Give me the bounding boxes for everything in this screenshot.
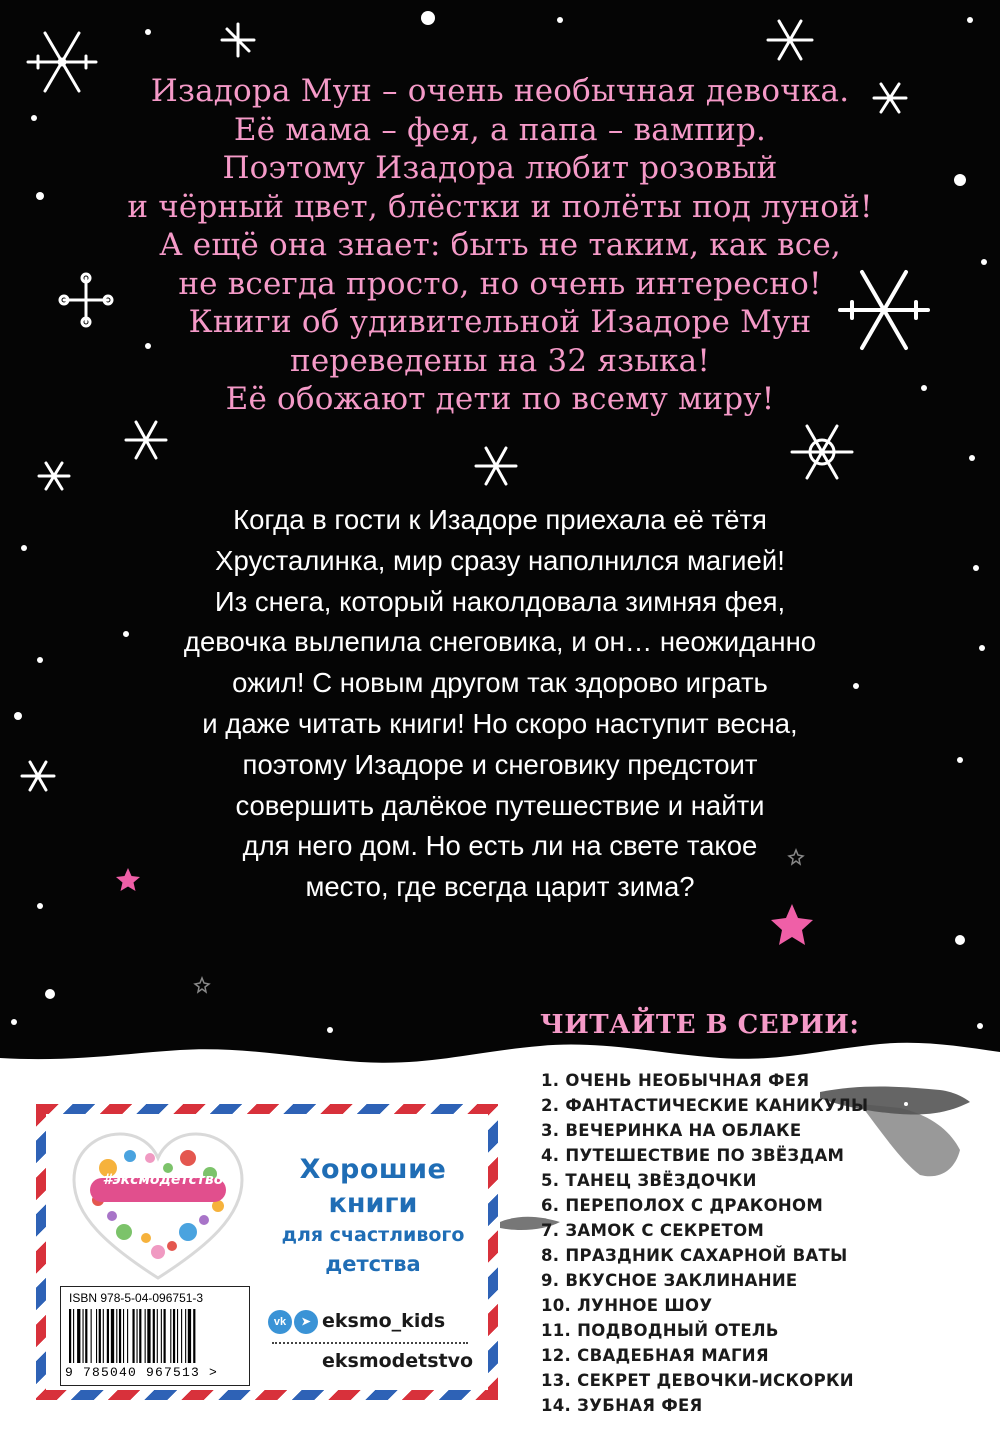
series-list: [541, 1068, 868, 1418]
barcode-digits: 9 785040 967513 >: [65, 1365, 219, 1380]
barcode-bar: [164, 1309, 166, 1363]
barcode-bar: [139, 1309, 141, 1363]
barcode-bar: [127, 1309, 128, 1363]
barcode-bar: [99, 1309, 101, 1363]
series-item: 14. ЗУБНАЯ ФЕЯ: [541, 1396, 703, 1415]
barcode-bar: [96, 1309, 97, 1363]
promo-line: детства: [325, 1252, 421, 1276]
telegram-icon-text: ➤: [301, 1316, 311, 1328]
series-title: ЧИТАЙТЕ В СЕРИИ:: [540, 1010, 860, 1040]
barcode-bar: [116, 1309, 117, 1363]
series-item: 1. ОЧЕНЬ НЕОБЫЧНАЯ ФЕЯ: [541, 1071, 810, 1090]
series-item: 10. ЛУННОЕ ШОУ: [541, 1296, 713, 1315]
telegram-icon[interactable]: [294, 1310, 318, 1334]
snow-smudge-side: [860, 1104, 960, 1176]
story-line: и даже читать книги! Но скоро наступит весна,: [202, 707, 798, 739]
barcode-bar: [85, 1309, 87, 1363]
series-item: 3. ВЕЧЕРИНКА НА ОБЛАКЕ: [541, 1121, 802, 1140]
divider: [272, 1342, 468, 1344]
blurb-line: Изадора Мун – очень необычная девочка.: [150, 73, 850, 109]
hashtag-label: #эксмодетство: [102, 1172, 224, 1188]
story-line: Из снега, который наколдовала зимняя фея,: [214, 585, 786, 617]
series-item: 4. ПУТЕШЕСТВИЕ ПО ЗВЁЗДАМ: [541, 1146, 845, 1165]
blurb-line: А ещё она знает: быть не таким, как все,: [159, 227, 841, 263]
isbn-number: ISBN 978-5-04-096751-3: [69, 1291, 204, 1305]
series-item: 6. ПЕРЕПОЛОХ С ДРАКОНОМ: [541, 1196, 824, 1215]
vk-icon[interactable]: [268, 1310, 292, 1334]
social-handle[interactable]: eksmo_kids: [322, 1310, 446, 1332]
barcode-bar: [188, 1309, 191, 1363]
series-item: 2. ФАНТАСТИЧЕСКИЕ КАНИКУЛЫ: [541, 1096, 869, 1115]
barcode-bar: [107, 1309, 109, 1363]
barcode-bar: [83, 1309, 84, 1363]
story-line: для него дом. Но есть ли на свете такое: [242, 830, 758, 862]
barcode-bar: [145, 1309, 146, 1363]
series-item: 12. СВАДЕБНАЯ МАГИЯ: [541, 1346, 769, 1365]
barcode-bar: [123, 1309, 124, 1363]
barcode-bar: [177, 1309, 178, 1363]
barcode-bar: [132, 1309, 134, 1363]
barcode-bar: [161, 1309, 162, 1363]
series-item: 11. ПОДВОДНЫЙ ОТЕЛЬ: [541, 1321, 779, 1340]
series-item: 9. ВКУСНОЕ ЗАКЛИНАНИЕ: [541, 1271, 798, 1290]
series-item: 5. ТАНЕЦ ЗВЁЗДОЧКИ: [541, 1171, 757, 1190]
promo-line: книги: [328, 1188, 418, 1219]
series-item: 7. ЗАМОК С СЕКРЕТОМ: [541, 1221, 765, 1240]
barcode-bar: [103, 1309, 104, 1363]
pink-blurb: [0, 72, 1000, 419]
barcode-bar: [170, 1309, 171, 1363]
isbn-box: [60, 1286, 250, 1386]
social-handle-2[interactable]: eksmodetstvo: [322, 1350, 474, 1372]
series-item: 8. ПРАЗДНИК САХАРНОЙ ВАТЫ: [541, 1246, 848, 1265]
series-item: 13. СЕКРЕТ ДЕВОЧКИ-ИСКОРКИ: [541, 1371, 854, 1390]
blurb-line: Книги об удивительной Изадоре Мун: [188, 304, 812, 340]
story-line: поэтому Изадоре и снеговику предстоит: [242, 748, 758, 780]
heart-badge: [68, 1128, 248, 1288]
story-line: место, где всегда царит зима?: [305, 871, 695, 903]
barcode-bar: [77, 1309, 80, 1363]
promo-line: для счастливого: [281, 1224, 465, 1246]
barcode-bar: [173, 1309, 175, 1363]
blurb-line: и чёрный цвет, блёстки и полёты под луной!: [127, 188, 873, 225]
blurb-line: Её обожают дети по всему миру!: [225, 381, 775, 417]
story-line: Хрусталинка, мир сразу наполнился магией!: [215, 544, 785, 576]
barcode-bar: [181, 1309, 182, 1363]
barcode-bar: [153, 1309, 155, 1363]
barcode-bar: [157, 1309, 158, 1363]
barcode-bar: [147, 1309, 150, 1363]
vk-icon-text: vk: [273, 1316, 287, 1328]
blurb-line: Поэтому Изадора любит розовый: [222, 150, 778, 186]
barcode: [69, 1309, 241, 1363]
barcode-bar: [185, 1309, 186, 1363]
barcode-bar: [69, 1309, 71, 1363]
barcode-bar: [73, 1309, 74, 1363]
story-line: ожил! С новым другом так здорово играть: [232, 667, 768, 699]
barcode-bar: [119, 1309, 121, 1363]
barcode-bar: [193, 1309, 195, 1363]
story-line: девочка вылепила снеговика, и он… неожиданно: [183, 626, 817, 658]
blurb-line: не всегда просто, но очень интересно!: [178, 265, 822, 302]
barcode-bar: [91, 1309, 92, 1363]
barcode-bar: [137, 1309, 138, 1363]
story-blurb: [0, 500, 1000, 908]
story-line: совершить далёкое путешествие и найти: [235, 789, 765, 821]
barcode-bar: [111, 1309, 114, 1363]
publisher-postcard: [36, 1104, 498, 1400]
promo-line: Хорошие: [299, 1154, 447, 1185]
story-line: Когда в гости к Изадоре приехала её тётя: [233, 504, 767, 535]
blurb-line: Её мама – фея, а папа – вампир.: [233, 111, 767, 148]
blurb-line: переведены на 32 языка!: [290, 342, 710, 379]
